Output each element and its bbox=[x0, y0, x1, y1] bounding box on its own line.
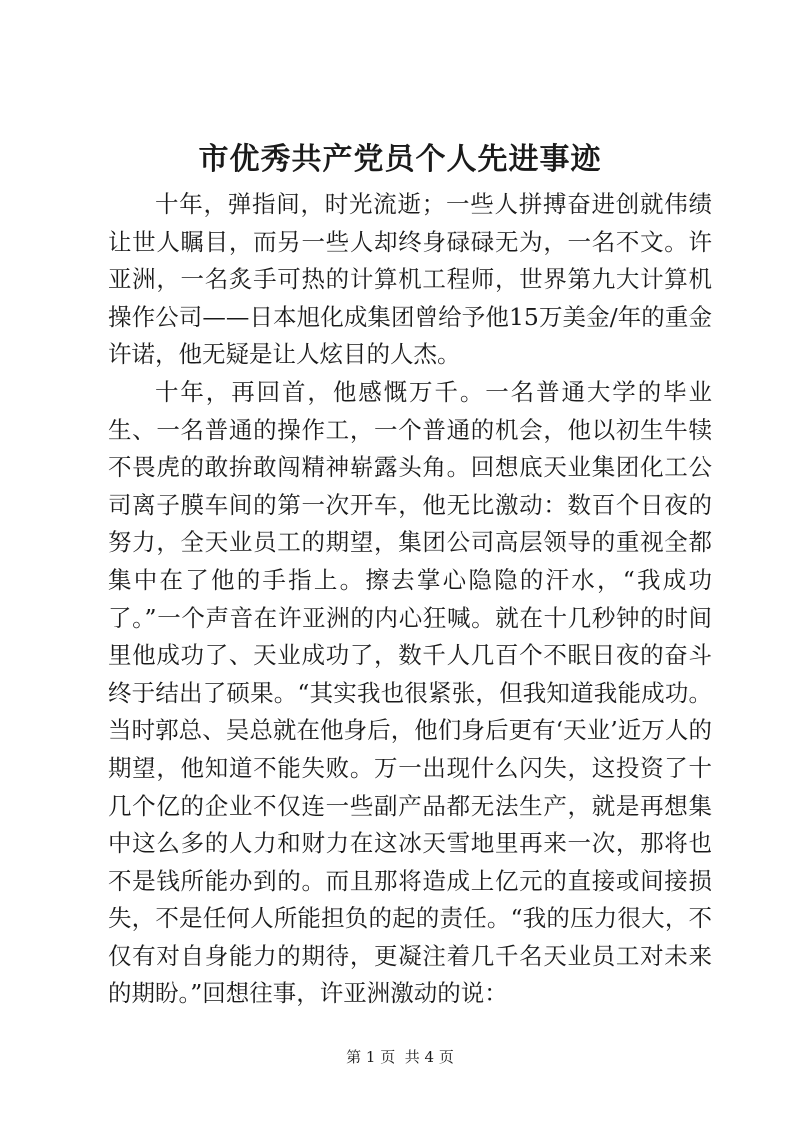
paragraph: 十年，再回首，他感慨万千。一名普通大学的毕业生、一名普通的操作工，一个普通的机会，他以初生牛犊不畏虎的敢拚敢闯精神崭露头角。回想底天业集团化工公司离子膜车间的第一次开车，他无比激动：数百个日夜的努力，全天业员工的期望，集团公司高层领导的重视全都集中在了他的手指上。擦去掌心隐隐的汗水，“我成功了。”一个声音在许亚洲的内心狂喊。就在十几秒钟的时间里他成功了、天业成功了，数千人几百个不眠日夜的奋斗终于结出了硕果。“其实我也很紧张，但我知道我能成功。当时郭总、吴总就在他身后，他们身后更有‘天业’近万人的期望，他知道不能失败。万一出现什么闪失，这投资了十几个亿的企业不仅连一些副产品都无法生产，就是再想集中这么多的人力和财力在这冰天雪地里再来一次，那将也不是钱所能办到的。而且那将造成上亿元的直接或间接损失，不是任何人所能担负的起的责任。“我的压力很大，不仅有对自身能力的期待，更凝注着几千名天业员工对未来的期盼。”回想往事，许亚洲激动的说： bbox=[108, 377, 712, 1008]
document-title: 市优秀共产党员个人先进事迹 bbox=[198, 142, 602, 177]
page-number-label: 第 1 页 共 4 页 bbox=[346, 1048, 454, 1066]
document-body bbox=[108, 186, 712, 1013]
page-footer bbox=[0, 1047, 800, 1067]
paragraph: 十年，弹指间，时光流逝；一些人拼搏奋进创就伟绩让世人瞩目，而另一些人却终身碌碌无为，一名不文。许亚洲，一名炙手可热的计算机工程师，世界第九大计算机操作公司——日本旭化成集团曾给予他15万美金/年的重金许诺，他无疑是让人炫目的人杰。 bbox=[108, 190, 712, 369]
